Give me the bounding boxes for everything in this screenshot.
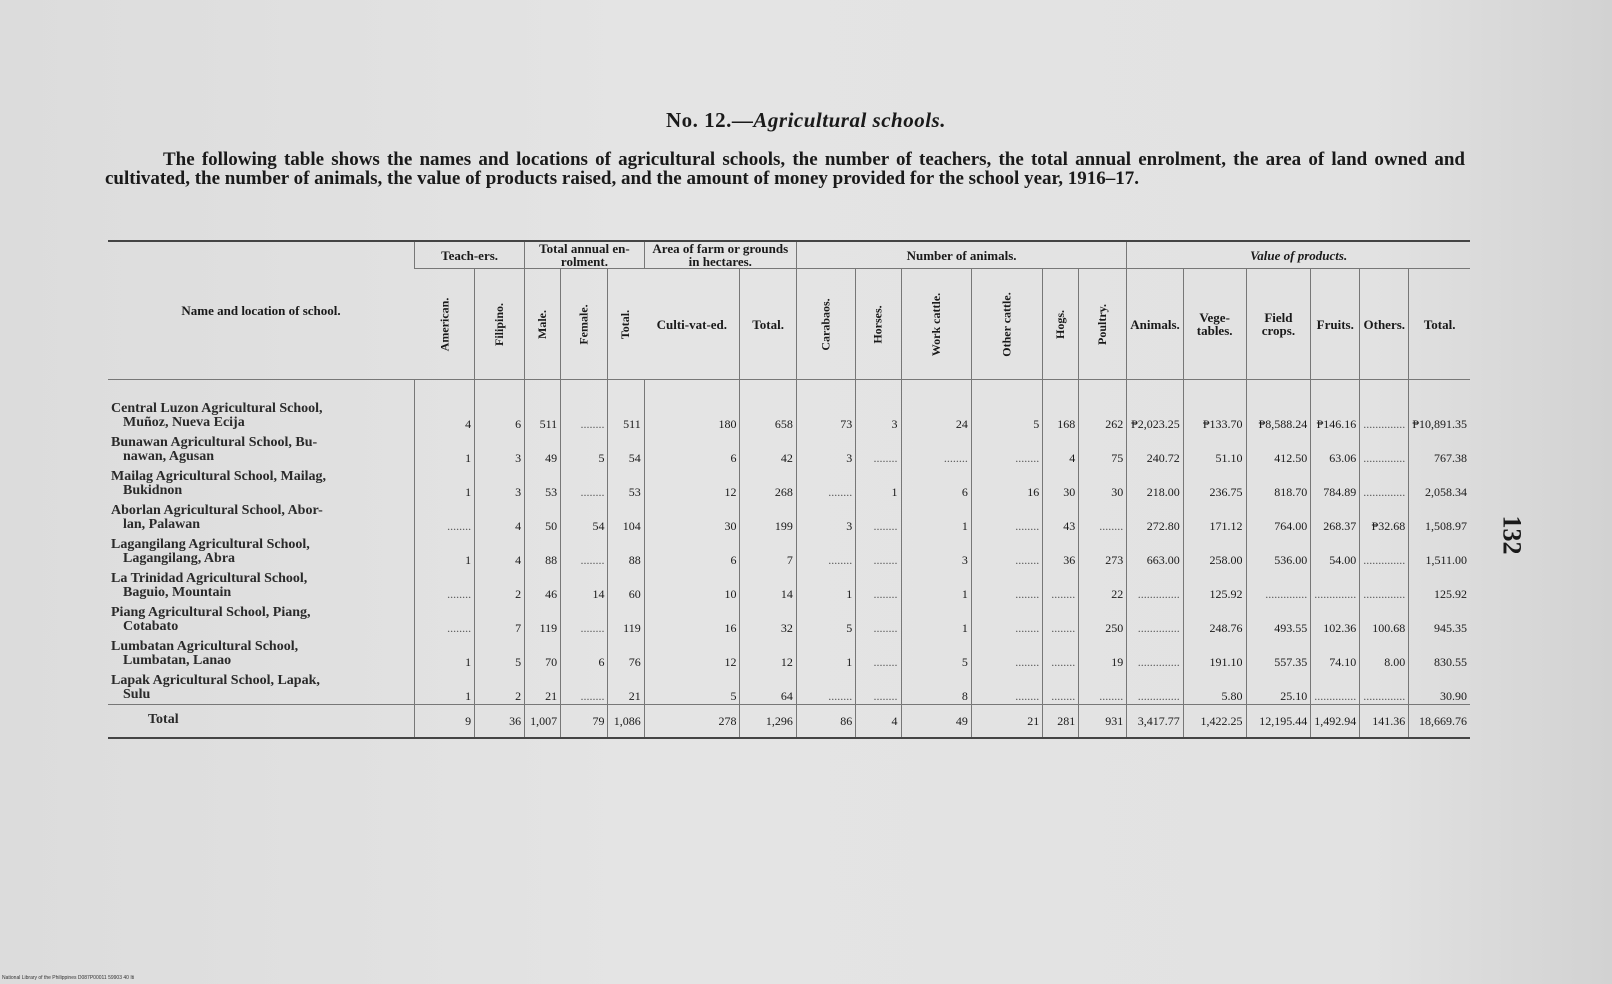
cell-v-field: 557.35 [1246,636,1311,670]
cell-work-cattle: 3 [901,534,971,568]
cell-carabaos: 1 [796,568,855,602]
cell-work-cattle: ........ [901,432,971,466]
school-name-cell [108,466,415,500]
title-prefix: No. 12.— [666,108,754,132]
header-v-fruits: Fruits. [1311,269,1360,380]
cell-v-others: .............. [1360,466,1409,500]
cell-male: 49 [525,432,561,466]
header-horses: Horses. [856,269,901,380]
cell-carabaos: 73 [796,380,855,433]
cell-hogs: ........ [1043,670,1079,705]
cell-enrol-total: 53 [608,466,644,500]
table-row [108,380,1470,433]
cell-v-animals: .............. [1127,568,1183,602]
school-name-line1: Aborlan Agricultural School, Abor- [111,503,323,518]
cell-cultivated: 12 [644,636,740,670]
cell-v-others: .............. [1360,432,1409,466]
cell-enrol-total: 104 [608,500,644,534]
school-name-line2: Sulu [123,687,151,702]
cell-v-animals: .............. [1127,602,1183,636]
cell-v-field: ₱8,588.24 [1246,380,1311,433]
cell-v-animals: .............. [1127,636,1183,670]
cell-v-animals: 240.72 [1127,432,1183,466]
total-poultry: 931 [1079,705,1127,739]
cell-enrol-total: 54 [608,432,644,466]
cell-hogs: 168 [1043,380,1079,433]
cell-work-cattle: 1 [901,568,971,602]
cell-v-fruits: 102.36 [1311,602,1360,636]
cell-horses: ........ [856,500,901,534]
cell-carabaos: 5 [796,602,855,636]
cell-other-cattle: ........ [971,432,1042,466]
cell-filipino: 2 [475,670,525,705]
cell-v-total: 945.35 [1409,602,1470,636]
cell-cultivated: 6 [644,534,740,568]
scan-credit: National Library of the Philippines D087P00011 59903 40 Iti [2,975,135,981]
cell-v-total: 830.55 [1409,636,1470,670]
cell-enrol-total: 60 [608,568,644,602]
cell-v-others: .............. [1360,670,1409,705]
cell-female: 6 [561,636,608,670]
cell-v-animals: 218.00 [1127,466,1183,500]
total-v-animals: 3,417.77 [1127,705,1183,739]
cell-poultry: 75 [1079,432,1127,466]
cell-v-vegetables: 5.80 [1183,670,1246,705]
total-american: 9 [415,705,475,739]
cell-horses: ........ [856,568,901,602]
cell-work-cattle: 8 [901,670,971,705]
cell-hogs: 30 [1043,466,1079,500]
table-row [108,432,1470,466]
cell-v-total: 767.38 [1409,432,1470,466]
cell-male: 511 [525,380,561,433]
cell-v-others: ₱32.68 [1360,500,1409,534]
header-american: American. [415,269,475,380]
cell-v-field: 25.10 [1246,670,1311,705]
cell-carabaos: ........ [796,534,855,568]
cell-horses: ........ [856,670,901,705]
total-carabaos: 86 [796,705,855,739]
cell-enrol-total: 76 [608,636,644,670]
school-name-cell [108,534,415,568]
school-name-line2: Lagangilang, Abra [123,551,236,566]
school-name-line1: Bunawan Agricultural School, Bu- [111,435,318,450]
cell-enrol-total: 511 [608,380,644,433]
school-name-cell [108,500,415,534]
cell-v-vegetables: 248.76 [1183,602,1246,636]
cell-area-total: 42 [740,432,796,466]
cell-male: 46 [525,568,561,602]
cell-v-field: 764.00 [1246,500,1311,534]
cell-v-field: .............. [1246,568,1311,602]
cell-cultivated: 10 [644,568,740,602]
header-v-field: Field crops. [1246,269,1311,380]
cell-v-others: .............. [1360,568,1409,602]
cell-cultivated: 5 [644,670,740,705]
cell-carabaos: ........ [796,670,855,705]
total-cultivated: 278 [644,705,740,739]
cell-filipino: 3 [475,432,525,466]
cell-horses: ........ [856,636,901,670]
cell-v-fruits: .............. [1311,670,1360,705]
cell-v-field: 536.00 [1246,534,1311,568]
cell-filipino: 3 [475,466,525,500]
cell-enrol-total: 88 [608,534,644,568]
school-name-cell [108,568,415,602]
cell-carabaos: 3 [796,500,855,534]
header-work-cattle: Work cattle. [901,269,971,380]
school-name-cell [108,602,415,636]
cell-area-total: 199 [740,500,796,534]
header-poultry: Poultry. [1079,269,1127,380]
total-v-total: 18,669.76 [1409,705,1470,739]
cell-american: ........ [415,500,475,534]
cell-cultivated: 180 [644,380,740,433]
cell-female: ........ [561,466,608,500]
cell-filipino: 6 [475,380,525,433]
header-male: Male. [525,269,561,380]
header-hogs: Hogs. [1043,269,1079,380]
cell-poultry: 19 [1079,636,1127,670]
cell-female: 5 [561,432,608,466]
cell-poultry: 273 [1079,534,1127,568]
cell-area-total: 14 [740,568,796,602]
total-label: Total [108,705,415,739]
cell-hogs: 36 [1043,534,1079,568]
cell-v-others: .............. [1360,380,1409,433]
cell-american: 1 [415,466,475,500]
header-v-vegetables: Vege-tables. [1183,269,1246,380]
cell-horses: 1 [856,466,901,500]
cell-poultry: 22 [1079,568,1127,602]
cell-v-fruits: 63.06 [1311,432,1360,466]
school-name-line2: Bukidnon [123,483,183,498]
header-carabaos: Carabaos. [796,269,855,380]
cell-area-total: 658 [740,380,796,433]
intro-text: The following table shows the names and locations of agricultural schools, the number of teachers, the total annual enrolment, the area of land owned and cultivated, the number of animals, the value of products raised, and the amount of money provided for the school year, 1916–17. [105,149,1465,189]
cell-american: 1 [415,670,475,705]
cell-poultry: ........ [1079,670,1127,705]
cell-v-total: 2,058.34 [1409,466,1470,500]
cell-v-vegetables: ₱133.70 [1183,380,1246,433]
cell-male: 50 [525,500,561,534]
cell-other-cattle: ........ [971,534,1042,568]
table-row [108,636,1470,670]
cell-enrol-total: 21 [608,670,644,705]
school-name-line1: Piang Agricultural School, Piang, [111,605,311,620]
cell-v-vegetables: 51.10 [1183,432,1246,466]
total-v-fruits: 1,492.94 [1311,705,1360,739]
cell-horses: ........ [856,534,901,568]
cell-male: 21 [525,670,561,705]
header-area: Area of farm or grounds in hectares. [644,241,796,269]
cell-v-field: 412.50 [1246,432,1311,466]
cell-filipino: 4 [475,534,525,568]
cell-female: ........ [561,380,608,433]
cell-v-fruits: .............. [1311,568,1360,602]
school-name-line2: lan, Palawan [123,517,201,532]
cell-v-animals: .............. [1127,670,1183,705]
cell-v-fruits: 268.37 [1311,500,1360,534]
total-v-others: 141.36 [1360,705,1409,739]
cell-cultivated: 6 [644,432,740,466]
school-name-cell [108,380,415,433]
cell-v-vegetables: 171.12 [1183,500,1246,534]
school-name-line2: Muñoz, Nueva Ecija [123,415,245,430]
cell-v-vegetables: 191.10 [1183,636,1246,670]
school-name-line1: La Trinidad Agricultural School, [111,571,308,586]
cell-female: 14 [561,568,608,602]
cell-work-cattle: 1 [901,602,971,636]
cell-v-vegetables: 236.75 [1183,466,1246,500]
table-row [108,670,1470,705]
school-name-line2: Lumbatan, Lanao [123,653,232,668]
total-v-field: 12,195.44 [1246,705,1311,739]
cell-v-fruits: 784.89 [1311,466,1360,500]
total-row [108,705,1470,739]
cell-other-cattle: ........ [971,636,1042,670]
cell-v-animals: ₱2,023.25 [1127,380,1183,433]
total-other-cattle: 21 [971,705,1042,739]
total-enrol-total: 1,086 [608,705,644,739]
school-name-line1: Lumbatan Agricultural School, [111,639,299,654]
header-area-total: Total. [740,269,796,380]
cell-male: 70 [525,636,561,670]
cell-american: 1 [415,636,475,670]
school-name-line1: Mailag Agricultural School, Mailag, [111,469,327,484]
table-body [108,380,1470,739]
table-row [108,568,1470,602]
cell-area-total: 64 [740,670,796,705]
school-name-line2: Cotabato [123,619,179,634]
cell-v-total: 30.90 [1409,670,1470,705]
cell-cultivated: 16 [644,602,740,636]
cell-horses: 3 [856,380,901,433]
cell-work-cattle: 6 [901,466,971,500]
header-enrol-total: Total. [608,269,644,380]
cell-area-total: 12 [740,636,796,670]
cell-v-total: 125.92 [1409,568,1470,602]
total-filipino: 36 [475,705,525,739]
cell-v-animals: 663.00 [1127,534,1183,568]
cell-v-others: .............. [1360,534,1409,568]
total-v-vegetables: 1,422.25 [1183,705,1246,739]
total-horses: 4 [856,705,901,739]
school-name-cell [108,432,415,466]
school-name-cell [108,670,415,705]
cell-v-others: 100.68 [1360,602,1409,636]
cell-v-field: 493.55 [1246,602,1311,636]
header-name: Name and location of school. [108,241,415,380]
total-hogs: 281 [1043,705,1079,739]
cell-hogs: 4 [1043,432,1079,466]
cell-other-cattle: 5 [971,380,1042,433]
cell-american: 1 [415,534,475,568]
cell-american: 1 [415,432,475,466]
total-male: 1,007 [525,705,561,739]
cell-carabaos: 1 [796,636,855,670]
cell-female: ........ [561,670,608,705]
school-name-line2: nawan, Agusan [123,449,215,464]
cell-area-total: 32 [740,602,796,636]
cell-cultivated: 30 [644,500,740,534]
cell-v-total: 1,508.97 [1409,500,1470,534]
school-name-cell [108,636,415,670]
cell-hogs: ........ [1043,602,1079,636]
cell-v-fruits: ₱146.16 [1311,380,1360,433]
table-row [108,466,1470,500]
cell-female: 54 [561,500,608,534]
cell-other-cattle: 16 [971,466,1042,500]
cell-american: ........ [415,602,475,636]
cell-v-vegetables: 125.92 [1183,568,1246,602]
cell-hogs: ........ [1043,568,1079,602]
header-v-total: Total. [1409,269,1470,380]
cell-male: 88 [525,534,561,568]
header-animals: Number of animals. [796,241,1126,269]
cell-filipino: 5 [475,636,525,670]
intro-paragraph [105,150,1465,188]
agricultural-schools-table [108,240,1470,739]
cell-work-cattle: 24 [901,380,971,433]
cell-american: ........ [415,568,475,602]
school-name-line2: Baguio, Mountain [123,585,232,600]
cell-poultry: 250 [1079,602,1127,636]
cell-other-cattle: ........ [971,500,1042,534]
cell-filipino: 2 [475,568,525,602]
cell-other-cattle: ........ [971,568,1042,602]
cell-horses: ........ [856,432,901,466]
header-v-others: Others. [1360,269,1409,380]
total-female: 79 [561,705,608,739]
school-name-line1: Lagangilang Agricultural School, [111,537,310,552]
total-work-cattle: 49 [901,705,971,739]
school-name-line1: Central Luzon Agricultural School, [111,401,323,416]
cell-female: ........ [561,602,608,636]
page-number: 132 [1497,515,1527,555]
cell-other-cattle: ........ [971,670,1042,705]
cell-v-total: ₱10,891.35 [1409,380,1470,433]
cell-area-total: 7 [740,534,796,568]
cell-male: 53 [525,466,561,500]
title-italic: Agricultural schools. [753,108,946,132]
cell-poultry: 30 [1079,466,1127,500]
table-row [108,500,1470,534]
cell-horses: ........ [856,602,901,636]
cell-female: ........ [561,534,608,568]
header-filipino: Filipino. [475,269,525,380]
header-cultivated: Culti-vat-ed. [644,269,740,380]
school-name-line1: Lapak Agricultural School, Lapak, [111,673,320,688]
cell-v-fruits: 54.00 [1311,534,1360,568]
cell-v-fruits: 74.10 [1311,636,1360,670]
cell-v-vegetables: 258.00 [1183,534,1246,568]
header-v-animals: Animals. [1127,269,1183,380]
table-row [108,534,1470,568]
header-value: Value of products. [1127,241,1470,269]
header-enrolment: Total annual en-rolment. [525,241,645,269]
cell-work-cattle: 1 [901,500,971,534]
cell-carabaos: 3 [796,432,855,466]
total-area-total: 1,296 [740,705,796,739]
header-other-cattle: Other cattle. [971,269,1042,380]
cell-filipino: 7 [475,602,525,636]
cell-poultry: 262 [1079,380,1127,433]
cell-v-field: 818.70 [1246,466,1311,500]
cell-male: 119 [525,602,561,636]
cell-cultivated: 12 [644,466,740,500]
cell-v-others: 8.00 [1360,636,1409,670]
header-teachers: Teach-ers. [415,241,525,269]
cell-american: 4 [415,380,475,433]
cell-hogs: ........ [1043,636,1079,670]
table-title [0,108,1612,133]
cell-hogs: 43 [1043,500,1079,534]
cell-v-animals: 272.80 [1127,500,1183,534]
table-row [108,602,1470,636]
cell-enrol-total: 119 [608,602,644,636]
cell-area-total: 268 [740,466,796,500]
cell-filipino: 4 [475,500,525,534]
cell-other-cattle: ........ [971,602,1042,636]
header-female: Female. [561,269,608,380]
cell-v-total: 1,511.00 [1409,534,1470,568]
cell-poultry: ........ [1079,500,1127,534]
cell-work-cattle: 5 [901,636,971,670]
cell-carabaos: ........ [796,466,855,500]
